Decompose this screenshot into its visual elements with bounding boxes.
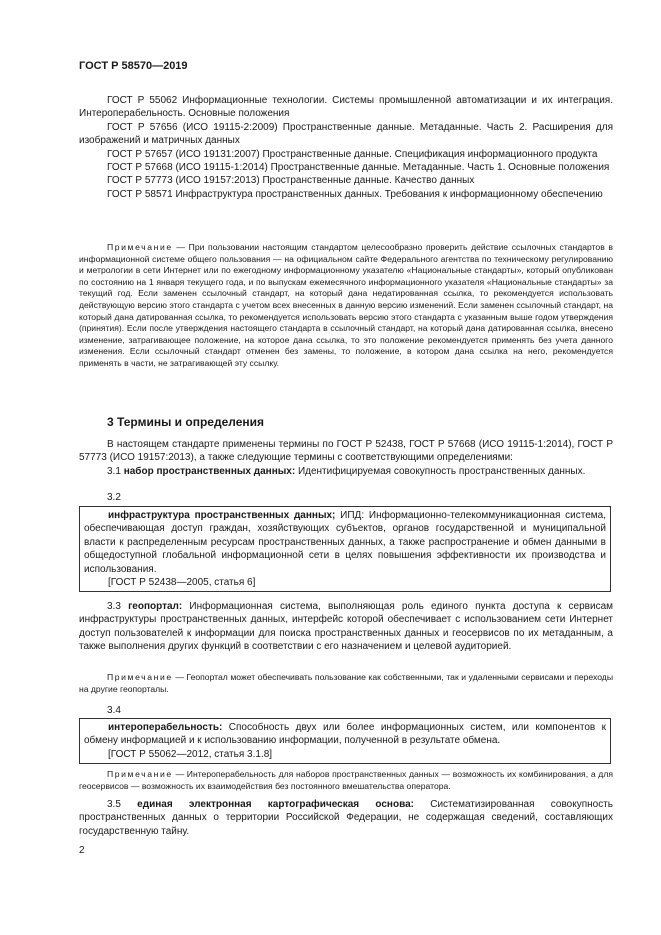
reference-item: ГОСТ Р 57657 (ИСО 19131:2007) Пространственные данные. Спецификация информационного продукта <box>107 148 598 160</box>
section-title: 3 Термины и определения <box>107 415 265 429</box>
reference-item: ГОСТ Р 57656 (ИСО 19115-2:2009) Пространственные данные. Метаданные. Часть 2. Расширения для изображений и матричных данных <box>79 121 613 147</box>
term-number: 3.4 <box>107 705 121 716</box>
term-name: единая электронная картографическая основа: <box>137 799 414 810</box>
note-references <box>79 242 613 370</box>
term-name: инфраструктура пространственных данных; <box>108 510 336 521</box>
note-label: Примечание <box>107 769 173 779</box>
term-name: набор пространственных данных: <box>123 465 296 477</box>
document-header: ГОСТ Р 58570—2019 <box>79 60 188 72</box>
term-source: [ГОСТ Р 55062—2012, статья 3.1.8] <box>108 748 273 760</box>
term-source: [ГОСТ Р 52438—2005, статья 6] <box>108 577 256 589</box>
reference-item: ГОСТ Р 58571 Инфраструктура пространственных данных. Требования к информационному обеспечению <box>107 188 603 200</box>
note-label: Примечание <box>107 672 173 682</box>
term-definition: Информационная система, выполняющая роль единого пункта доступа к сервисам инфраструктуры пространственных данных, интерфейс которой обеспечивает с использованием сети Интернет доступ пользователей к информации для поиска пространственных данных и геосервисов по их метаданным, а также выполнения других функций в соответствии с его назначением и целевой аудиторией. <box>79 601 614 653</box>
term-name: геопортал: <box>128 601 183 612</box>
section-intro <box>79 438 613 478</box>
term-3-3: 3.3 геопортал: Информационная система, выполняющая роль единого пункта доступа к сервисам инфраструктуры пространственных данных, интерфейс которой обеспечивает с использованием сети Интернет доступ пользователей к информации для поиска пространственных данных и геосервисов по их метаданным, а также выполнения других функций в соответствии с его назначением и целевой аудиторией. <box>79 601 614 653</box>
reference-item: ГОСТ Р 57773 (ИСО 19157:2013) Пространственные данные. Качество данных <box>107 175 475 187</box>
term-3-1: 3.1 набор пространственных данных: Идентифицируемая совокупность пространственных данных. <box>107 465 586 477</box>
reference-item: ГОСТ Р 55062 Информационные технологии. Системы промышленной автоматизации и их интеграция. Интероперабельность. Основные положения <box>79 95 613 120</box>
term-definition: Способность двух или более информационных систем, или компонентов к обмену информацией и к использованию информации, полученной в результате обмена. <box>84 722 606 747</box>
note-geoportal <box>79 672 613 695</box>
term-box-3-4 <box>79 718 611 764</box>
note-text: — При пользовании настоящим стандартом целесообразно проверить действие ссылочных стандартов в информационной системе общего пользования — на официальном сайте Федерального агентства по техническому регулированию и метрологии в сети Интернет или по ежегодному информационному указателю «Национальные стандарты», который опубликован по состоянию на 1 января текущего года, и по выпускам ежемесячного информационного указателя «Национальные стандарты» за текущий год. Если заменен ссылочный стандарт, на который дана недатированная ссылка, то рекомендуется использовать действующую версию этого стандарта с учетом всех внесенных в данную версию изменений. Если заменен ссылочный стандарт, на который дана датированная ссылка, то рекомендуется использовать версию этого стандарта с указанным выше годом утверждения (принятия). Если после утверждения настоящего стандарта в ссылочный стандарт, на который дана датированная ссылка, внесено изменение, затрагивающее положение, на которое дана ссылка, то это положение рекомендуется применять без учета данного изменения. Если ссылочный стандарт отменен без замены, то положение, в котором дана ссылка на него, рекомендуется применять в части, не затрагивающей эту ссылку. <box>79 242 613 368</box>
intro-text: В настоящем стандарте применены термины по ГОСТ Р 52438, ГОСТ Р 57668 (ИСО 19115-1:2014), ГОСТ Р 57773 (ИСО 19157:2013), а также следующие термины с соответствующими определениями: <box>79 439 613 464</box>
term-definition: Систематизированная совокупность пространственных данных о территории Российской Федерации, не содержащая сведений, составляющих государственную тайну. <box>79 799 613 837</box>
normative-references <box>79 94 613 201</box>
note-interoperability <box>79 769 613 792</box>
term-definition: ИПД: Информационно-телекоммуникационная система, обеспечивающая доступ граждан, хозяйствующих субъектов, органов государственной и муниципальной власти к распределенным ресурсам пространственных данных, а также распространение и обмен данными в общедоступной глобальной информационной сети в целях повышения эффективности их производства и использования. <box>84 510 606 575</box>
page-number: 2 <box>79 845 85 856</box>
term-name: интероперабельность: <box>108 722 223 733</box>
note-text: — Геопортал может обеспечивать пользование как собственными, так и удаленными сервисами и переходы на другие геопорталы. <box>79 672 613 694</box>
note-text: — Интероперабельность для наборов пространственных данных — возможность их комбинирования, а для геосервисов — возможность их взаимодействия без постоянного вмешательства оператора. <box>79 769 613 791</box>
term-3-5: 3.5 единая электронная картографическая основа: Систематизированная совокупность пространственных данных о территории Российской Федерации, не содержащая сведений, составляющих государственную тайну. <box>79 799 613 837</box>
term-number: 3.2 <box>107 492 121 503</box>
note-label: Примечание <box>107 242 173 252</box>
term-definition: Идентифицируемая совокупность пространственных данных. <box>295 465 586 477</box>
reference-item: ГОСТ Р 57668 (ИСО 19115-1:2014) Пространственные данные. Метаданные. Часть 1. Основные положения <box>107 162 610 174</box>
term-box-3-2 <box>79 506 611 592</box>
